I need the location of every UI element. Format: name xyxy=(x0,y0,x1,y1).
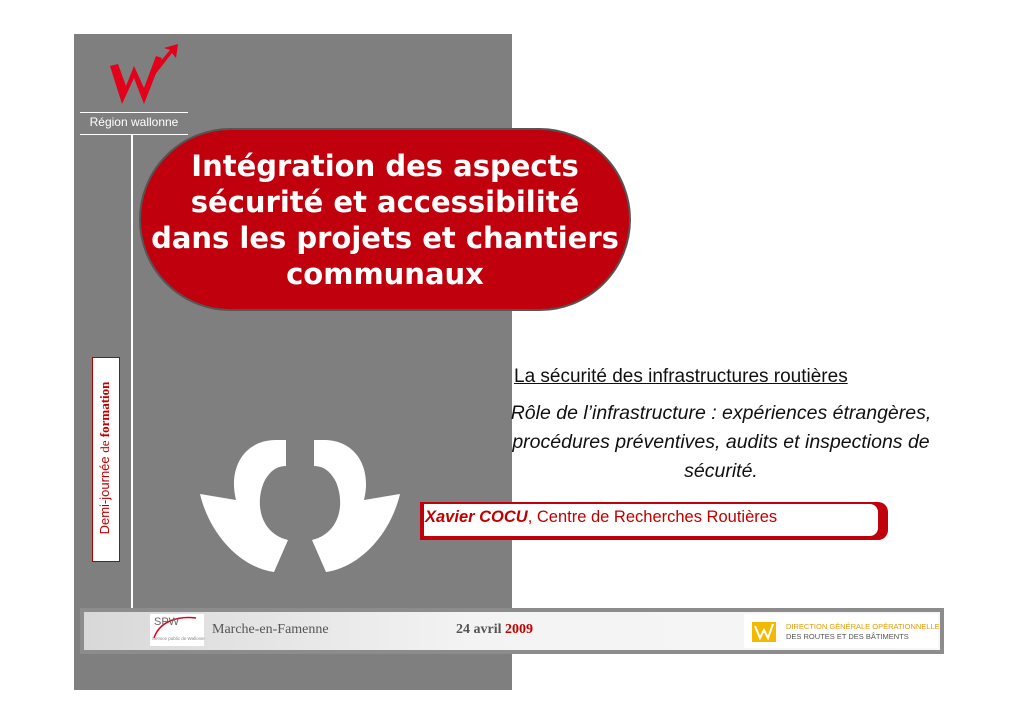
author-line xyxy=(425,508,777,527)
vertical-label-de: de xyxy=(97,437,112,453)
spw-logo-text: SPW xyxy=(154,616,180,628)
subtitle-heading: La sécurité des infrastructures routières xyxy=(514,366,848,387)
region-rule-bottom xyxy=(80,134,188,135)
title-banner xyxy=(139,128,631,311)
footer-place: Marche-en-Famenne xyxy=(212,622,329,637)
region-rule-top xyxy=(80,112,188,113)
subtitle-description: Rôle de l’infrastructure : expériences étrangères, procédures préventives, audits et inspections de sécurité. xyxy=(510,402,932,482)
dgo-line1: DIRECTION GÉNÉRALE OPÉRATIONNELLE xyxy=(786,622,940,631)
vertical-rule xyxy=(131,135,133,645)
region-label: Région wallonne xyxy=(89,115,179,129)
vertical-label-formation: formation xyxy=(97,381,112,438)
spw-logo-sub: Service public de Wallonie xyxy=(152,636,205,641)
dgo-line2: DES ROUTES ET DES BÂTIMENTS xyxy=(786,632,909,641)
author-name: Xavier COCU xyxy=(425,508,528,526)
footer-date xyxy=(456,622,533,638)
footer-date-day: 24 avril xyxy=(456,622,505,637)
vertical-label-prefix: Demi-journée xyxy=(97,452,112,535)
wallonie-logo-icon xyxy=(104,44,180,110)
vertical-label xyxy=(97,382,113,535)
author-affiliation: , Centre de Recherches Routières xyxy=(527,508,778,526)
slide-title: Intégration des aspects sécurité et accessibilité dans les projets et chantiers communaux xyxy=(151,148,619,291)
footer-date-year: 2009 xyxy=(505,622,533,637)
emblem-icon xyxy=(200,422,400,582)
dgo-mark-icon xyxy=(752,620,776,642)
